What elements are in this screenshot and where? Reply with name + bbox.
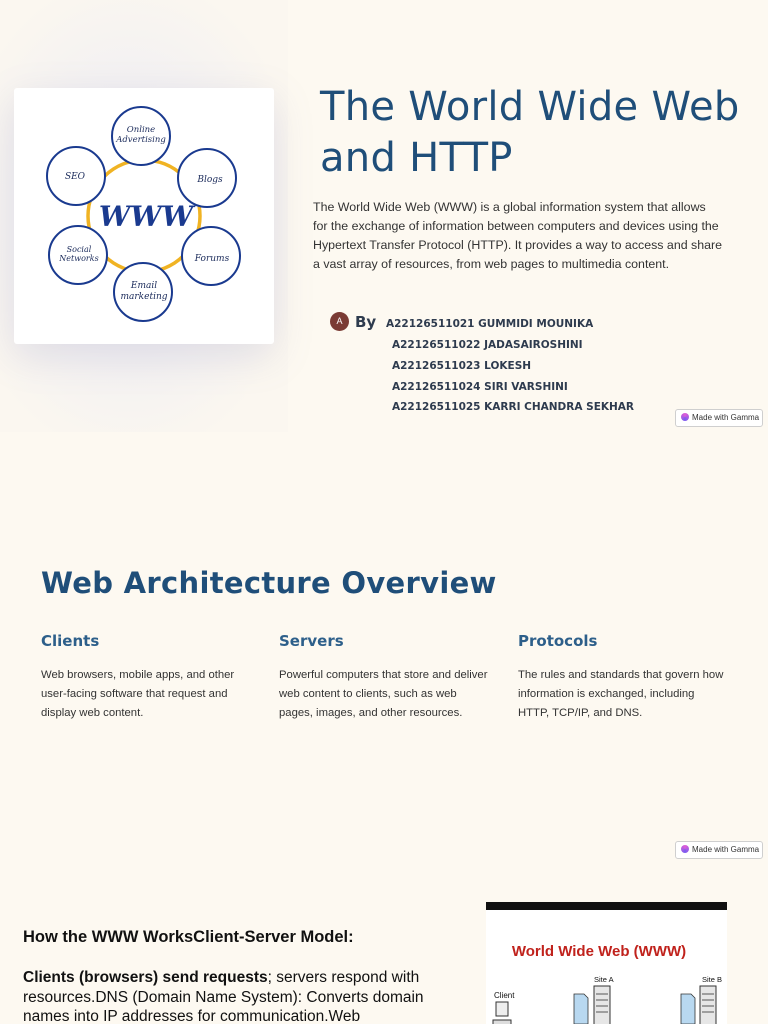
client-keyboard-icon: [493, 1020, 511, 1024]
gamma-logo-icon: [681, 845, 689, 853]
diagram-title: World Wide Web (WWW): [511, 943, 687, 960]
author-name: A22126511022 JADASAIROSHINI: [392, 339, 583, 351]
author-name: A22126511024 SIRI VARSHINI: [392, 381, 568, 393]
body-bold-text: Clients (browsers) send requests: [23, 969, 268, 986]
column-clients: [41, 632, 251, 723]
badge-label: Made with Gamma: [692, 413, 760, 422]
site-a-server-icon: [594, 986, 610, 1024]
slide-web-architecture: [0, 432, 768, 864]
column-heading: Clients: [41, 632, 100, 650]
column-text: Powerful computers that store and deliver web content to clients, such as web pages, images, and other resources.: [279, 669, 488, 719]
client-label: Client: [494, 991, 515, 1000]
svg-text:Forums: Forums: [194, 254, 230, 264]
svg-text:Networks: Networks: [59, 254, 99, 263]
column-protocols: [518, 632, 728, 723]
svg-text:Blogs: Blogs: [197, 175, 223, 185]
svg-text:marketing: marketing: [120, 292, 168, 302]
image-panel: [0, 0, 288, 432]
node-email-marketing: [114, 263, 172, 321]
made-with-gamma-badge[interactable]: [675, 409, 763, 427]
author-name: A22126511021 GUMMIDI MOUNIKA: [386, 318, 594, 330]
site-b-server-icon: [700, 986, 716, 1024]
svg-text:Advertising: Advertising: [116, 135, 166, 145]
by-label: By: [355, 313, 377, 331]
slide-title: [0, 0, 768, 432]
intro-paragraph: The World Wide Web (WWW) is a global information system that allows for the exchange of information between computers and devices using the Hypertext Transfer Protocol (HTTP). It provides a way to access and share a vast array of resources, from web pages to multimedia content.: [313, 200, 723, 271]
column-text: Web browsers, mobile apps, and other user-facing software that request and display web content.: [41, 669, 235, 719]
badge-label: Made with Gamma: [692, 845, 760, 854]
www-diagram-illustration: [486, 910, 727, 1024]
node-blogs: [178, 149, 236, 207]
column-heading: Servers: [279, 632, 344, 650]
www-concept-illustration: [14, 88, 274, 344]
svg-text:Social: Social: [66, 245, 92, 254]
svg-text:SEO: SEO: [64, 172, 86, 182]
svg-text:Online: Online: [126, 125, 156, 135]
section-title: Web Architecture Overview: [41, 566, 497, 600]
node-social-networks: [49, 226, 107, 284]
site-a-label: Site A: [594, 975, 614, 984]
avatar: A: [330, 312, 349, 331]
www-concept-image: [14, 88, 274, 344]
client-monitor-icon: [496, 1002, 508, 1016]
site-b-label: Site B: [702, 975, 723, 984]
author-name: A22126511023 LOKESH: [392, 360, 532, 372]
section-heading: How the WWW WorksClient-Server Model:: [23, 928, 354, 946]
column-heading: Protocols: [518, 632, 598, 650]
body-paragraph: [23, 968, 473, 1024]
svg-text:Email: Email: [130, 281, 158, 291]
www-diagram-image: [486, 902, 727, 1024]
page-title: The World Wide Web and HTTP: [320, 84, 740, 181]
node-online-advertising: [112, 107, 170, 165]
www-center-label: WWW: [98, 200, 194, 233]
author-name: A22126511025 KARRI CHANDRA SEKHAR: [392, 401, 635, 413]
made-with-gamma-badge[interactable]: [675, 841, 763, 859]
body-text: ; servers respond with resources.DNS (Domain Name System): Converts domain names into IP addresses for communication.Web: [23, 969, 424, 1024]
site-b-document-icon: [681, 994, 695, 1024]
slide-how-www-works: [0, 864, 768, 1024]
node-forums: [182, 227, 240, 285]
site-a-document-icon: [574, 994, 588, 1024]
gamma-logo-icon: [681, 413, 689, 421]
column-servers: [279, 632, 489, 723]
column-text: The rules and standards that govern how information is exchanged, including HTTP, TCP/IP, and DNS.: [518, 669, 724, 719]
node-seo: [47, 147, 105, 205]
